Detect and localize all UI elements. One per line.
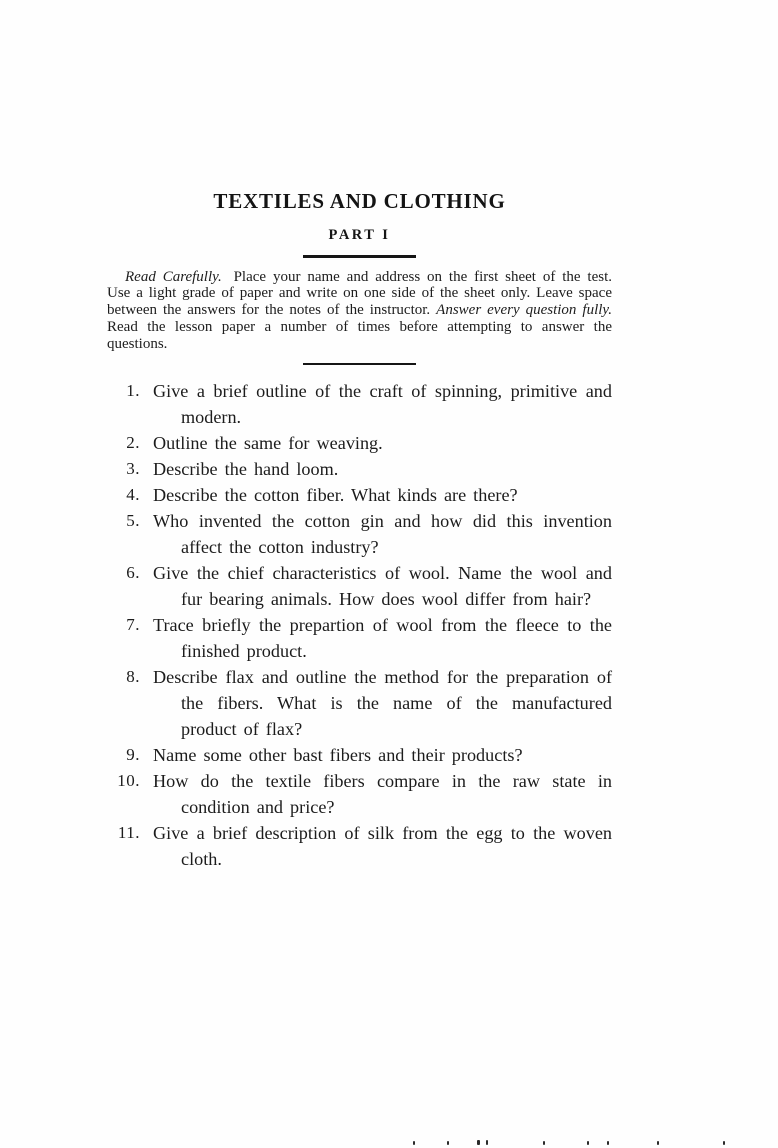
scan-artifact [723,1141,725,1145]
question-number: 10. [117,771,140,791]
question-number: 11. [117,823,140,843]
divider-rule-top [303,255,416,258]
question-text: Outline the same for weaving. [153,433,383,454]
scan-artifact [477,1140,480,1145]
question-item [107,482,612,508]
question-number: 9. [126,745,140,765]
scan-artifact [413,1141,415,1145]
question-item [107,820,612,872]
question-item [107,612,612,664]
question-item [107,378,612,430]
question-text: Describe the hand loom. [153,459,339,480]
scan-artifact [587,1141,589,1145]
page-title: TEXTILES AND CLOTHING [213,189,506,213]
question-item [107,768,612,820]
question-item [107,742,612,768]
question-item [107,456,612,482]
divider-rule-bottom [303,363,416,366]
scan-artifact [486,1140,488,1145]
instructions-text-1: Place your name and address on the first sheet of the test. Use a light grade of paper and write on one side of the sheet only. Leave space between the answers for the notes of the instructor. [107,268,612,319]
question-item [107,664,612,742]
scan-artifact [447,1141,449,1145]
question-text: Give a brief description of silk from the egg to the woven cloth. [153,823,612,870]
question-number: 4. [126,485,140,505]
page-subtitle: PART I [328,227,391,243]
question-number: 2. [126,433,140,453]
scan-artifact [543,1141,545,1145]
read-carefully-label: Read Carefully. [125,268,222,285]
question-item [107,508,612,560]
question-text: Who invented the cotton gin and how did this invention affect the cotton industry? [153,511,612,558]
question-number: 8. [126,667,140,687]
question-number: 6. [126,563,140,583]
question-text: Describe flax and outline the method for the preparation of the fibers. What is the name of the manufactured product of flax? [153,667,612,740]
scan-artifact [607,1141,609,1145]
instructions-paragraph [107,269,612,353]
question-item [107,560,612,612]
question-number: 7. [126,615,140,635]
question-text: Give the chief characteristics of wool. Name the wool and fur bearing animals. How does wool differ from hair? [153,563,612,610]
question-text: How do the textile fibers compare in the raw state in condition and price? [153,771,612,818]
question-number: 3. [126,459,140,479]
question-text: Trace briefly the prepartion of wool from the fleece to the finished product. [153,615,612,662]
scan-artifact [657,1141,659,1145]
instructions-text-2: Read the lesson paper a number of times before attempting to answer the questions. [107,318,612,352]
question-number: 1. [126,381,140,401]
question-list [107,378,612,872]
question-item [107,430,612,456]
answer-fully-emphasis: Answer every question fully. [436,302,612,319]
question-number: 5. [126,511,140,531]
page-content [107,191,612,872]
question-text: Describe the cotton fiber. What kinds are there? [153,485,518,506]
question-text: Give a brief outline of the craft of spinning, primitive and modern. [153,381,612,428]
question-text: Name some other bast fibers and their products? [153,745,523,766]
